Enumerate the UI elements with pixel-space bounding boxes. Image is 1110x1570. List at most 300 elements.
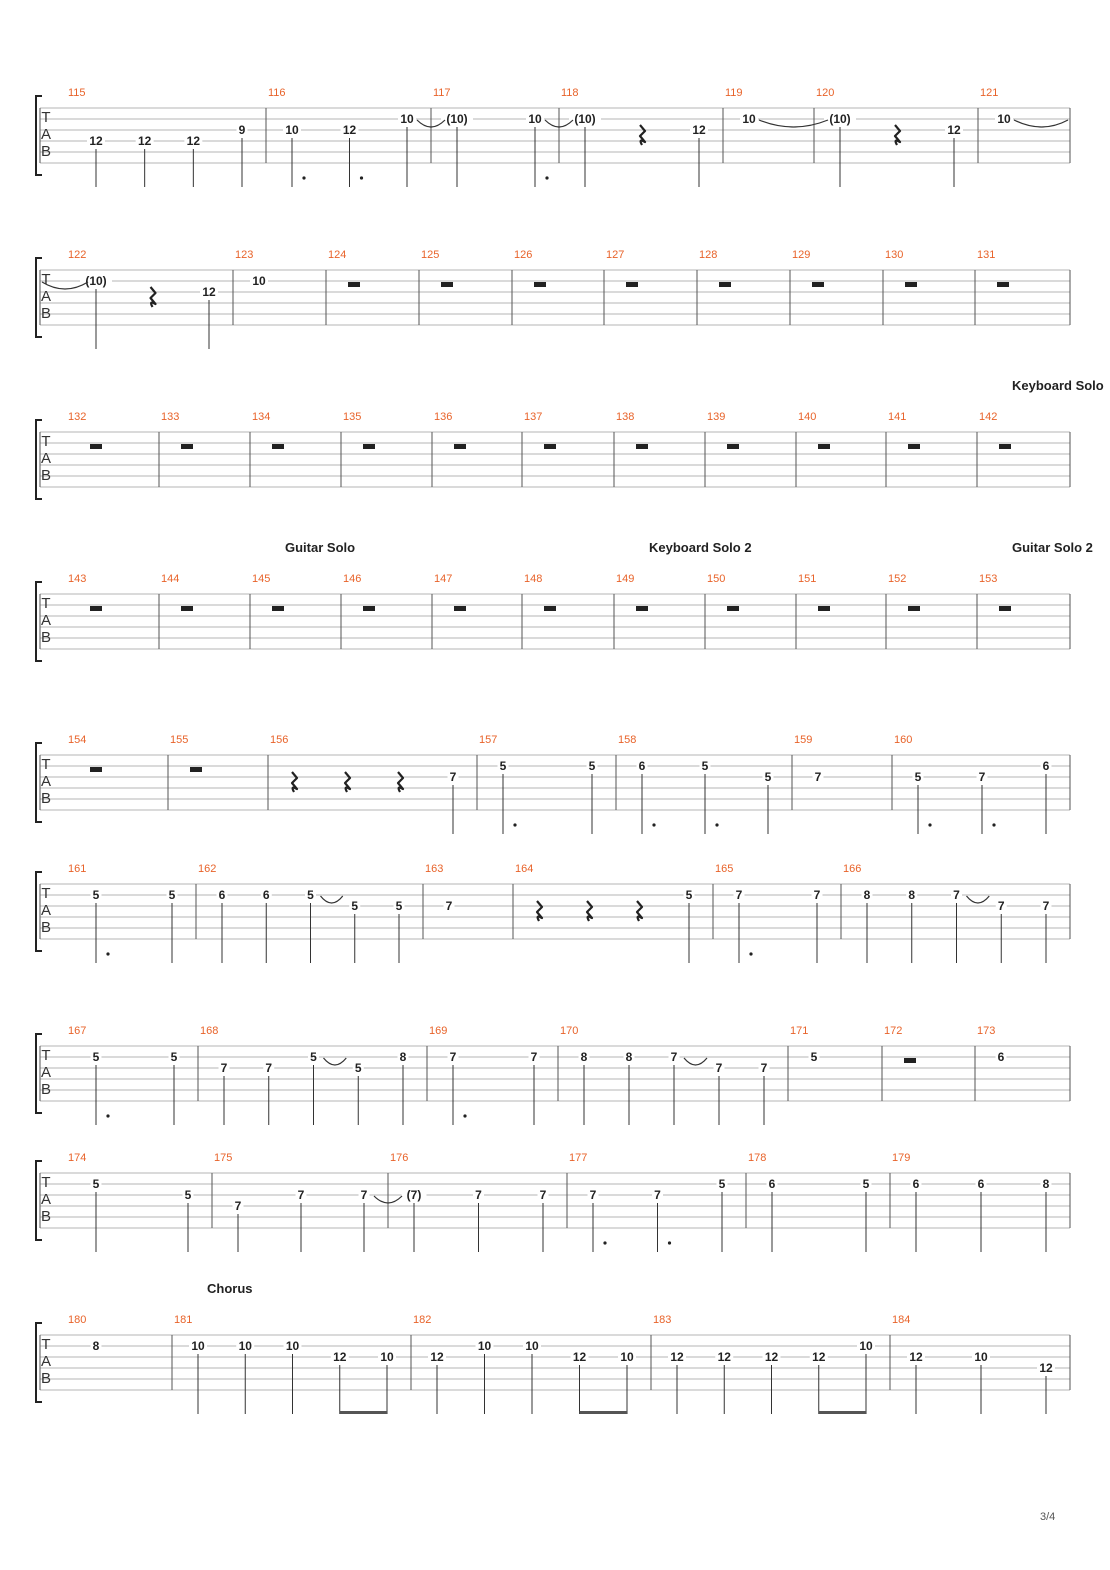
measure — [725, 87, 758, 126]
tab-clef-letter: B — [40, 1370, 52, 1387]
measure — [790, 1025, 820, 1064]
fret-number: 10 — [859, 1339, 873, 1353]
whole-rest — [812, 282, 824, 287]
measure-number: 125 — [421, 249, 440, 261]
duration-dot — [302, 176, 305, 179]
tab-clef-letter: A — [40, 612, 52, 629]
tab-clef-letter: B — [40, 305, 52, 322]
measure-number: 157 — [479, 734, 498, 746]
fret-number: 6 — [997, 1050, 1005, 1064]
fret-number: 8 — [908, 888, 916, 902]
fret-number: 7 — [449, 1050, 457, 1064]
duration-dot — [463, 1114, 466, 1117]
fret-number: 12 — [764, 1350, 779, 1364]
measure — [68, 249, 218, 349]
measure-number: 170 — [560, 1025, 579, 1037]
measure-number: 169 — [429, 1025, 448, 1037]
measure — [68, 1152, 194, 1252]
whole-rest — [719, 282, 731, 287]
fret-number: 10 — [528, 112, 542, 126]
whole-rest — [272, 606, 284, 611]
fret-number: 8 — [863, 888, 871, 902]
fret-number: 7 — [715, 1061, 723, 1075]
measure-number: 171 — [790, 1025, 809, 1037]
whole-rest — [636, 606, 648, 611]
tie-arc — [684, 1058, 707, 1065]
measure — [200, 1025, 409, 1125]
beam — [340, 1411, 387, 1414]
duration-dot — [749, 952, 752, 955]
measure-number: 184 — [892, 1314, 911, 1326]
whole-rest — [181, 444, 193, 449]
whole-rest — [272, 444, 284, 449]
fret-number: 8 — [625, 1050, 633, 1064]
fret-number: 5 — [92, 1177, 100, 1191]
tab-system — [36, 1025, 1070, 1125]
whole-rest — [999, 606, 1011, 611]
measure-number: 126 — [514, 249, 533, 261]
tab-clef-letter: A — [40, 126, 52, 143]
fret-number: 6 — [638, 759, 646, 773]
beam — [580, 1411, 628, 1414]
fret-number: 12 — [947, 123, 961, 137]
tab-clef-letter: B — [40, 1208, 52, 1225]
fret-number: 5 — [168, 888, 176, 902]
fret-number: 10 — [285, 1339, 300, 1353]
measure — [894, 734, 1052, 834]
duration-dot — [545, 176, 548, 179]
fret-number: 12 — [333, 1350, 347, 1364]
measure-number: 156 — [270, 734, 289, 746]
fret-number: 7 — [220, 1061, 228, 1075]
section-marker: Chorus — [207, 1281, 253, 1296]
measure — [748, 1152, 872, 1252]
whole-rest — [181, 606, 193, 611]
whole-rest — [454, 606, 466, 611]
measure-number: 182 — [413, 1314, 432, 1326]
tab-system — [36, 249, 1070, 349]
fret-number: 5 — [718, 1177, 726, 1191]
measure-number: 151 — [798, 573, 817, 585]
measure-number: 115 — [68, 87, 86, 99]
fret-number: 5 — [170, 1050, 178, 1064]
measure-number: 143 — [68, 573, 87, 585]
fret-number: 7 — [978, 770, 986, 784]
whole-rest — [534, 282, 546, 287]
fret-number: 7 — [997, 899, 1005, 913]
whole-rest — [90, 444, 102, 449]
measure — [715, 863, 823, 963]
whole-rest — [908, 606, 920, 611]
fret-number: 6 — [977, 1177, 985, 1191]
measure — [569, 1152, 728, 1252]
whole-rest — [727, 444, 739, 449]
beam — [819, 1411, 866, 1414]
measure-number: 179 — [892, 1152, 911, 1164]
measure-number: 180 — [68, 1314, 87, 1326]
fret-number: 9 — [238, 123, 246, 137]
fret-number: 7 — [445, 899, 453, 913]
quarter-rest — [895, 125, 900, 145]
measure-number: 132 — [68, 411, 87, 423]
measure-number: 131 — [977, 249, 996, 261]
tab-clef-letter: T — [41, 1047, 51, 1064]
fret-number: 12 — [1039, 1361, 1053, 1375]
tab-clef-letter: B — [40, 143, 52, 160]
fret-number: 10 — [252, 274, 266, 288]
fret-number: 5 — [499, 759, 507, 773]
measure-number: 120 — [816, 87, 835, 99]
measure-number: 135 — [343, 411, 362, 423]
measure-number: 141 — [888, 411, 907, 423]
measure — [515, 863, 695, 963]
fret-number: 6 — [262, 888, 270, 902]
duration-dot — [928, 823, 931, 826]
measure-number: 142 — [979, 411, 998, 423]
fret-number: 12 — [202, 285, 216, 299]
measure-number: 123 — [235, 249, 254, 261]
tie-arc — [321, 896, 343, 903]
measure-number: 150 — [707, 573, 726, 585]
fret-number: 5 — [395, 899, 403, 913]
tab-clef-letter: T — [41, 595, 51, 612]
fret-number: (10) — [574, 112, 596, 126]
tab-clef-letter: A — [40, 1191, 52, 1208]
tab-clef-letter: T — [41, 756, 51, 773]
measure-number: 149 — [616, 573, 635, 585]
tie-arc — [1014, 120, 1068, 127]
whole-rest — [908, 444, 920, 449]
measure-number: 118 — [561, 87, 579, 99]
whole-rest — [190, 767, 202, 772]
measure-number: 127 — [606, 249, 625, 261]
tab-clef-letter: B — [40, 919, 52, 936]
measure — [843, 863, 1052, 963]
tab-clef-letter: A — [40, 1353, 52, 1370]
measure — [235, 249, 268, 288]
fret-number: 7 — [530, 1050, 538, 1064]
tab-system — [36, 540, 1093, 661]
fret-number: 6 — [912, 1177, 920, 1191]
tab-system — [36, 1152, 1070, 1252]
tab-clef-letter: T — [41, 1174, 51, 1191]
tab-clef-letter: A — [40, 902, 52, 919]
measure-number: 136 — [434, 411, 453, 423]
measure-number: 167 — [68, 1025, 87, 1037]
measure-number: 158 — [618, 734, 637, 746]
fret-number: 10 — [525, 1339, 539, 1353]
duration-dot — [106, 1114, 109, 1117]
fret-number: 12 — [812, 1350, 826, 1364]
fret-number: 5 — [914, 770, 922, 784]
measure — [892, 1152, 1052, 1252]
measure-number: 153 — [979, 573, 998, 585]
measure — [977, 1025, 1007, 1064]
measure — [616, 540, 752, 611]
measure-number: 139 — [707, 411, 726, 423]
whole-rest — [727, 606, 739, 611]
measure-number: 172 — [884, 1025, 903, 1037]
measure — [759, 87, 963, 187]
measure — [198, 863, 405, 963]
whole-rest — [904, 1058, 916, 1063]
tab-clef-letter: A — [40, 1064, 52, 1081]
whole-rest — [818, 606, 830, 611]
measure — [374, 1152, 549, 1252]
whole-rest — [999, 444, 1011, 449]
whole-rest — [626, 282, 638, 287]
duration-dot — [668, 1241, 671, 1244]
quarter-rest — [398, 772, 403, 792]
measure-number: 154 — [68, 734, 87, 746]
page-number: 3/4 — [1040, 1511, 1056, 1523]
tab-clef-letter: A — [40, 288, 52, 305]
tab-clef-letter: B — [40, 629, 52, 646]
whole-rest — [818, 444, 830, 449]
duration-dot — [513, 823, 516, 826]
measure-number: 168 — [200, 1025, 219, 1037]
measure-number: 162 — [198, 863, 217, 875]
tab-system — [36, 734, 1070, 834]
tab-system — [36, 1281, 1070, 1414]
fret-number: 7 — [814, 770, 822, 784]
measure-number: 122 — [68, 249, 87, 261]
fret-number: 7 — [953, 888, 960, 902]
measure-number: 165 — [715, 863, 734, 875]
measure-number: 117 — [433, 87, 451, 99]
tab-system — [36, 378, 1104, 499]
measure — [270, 734, 459, 834]
measure — [979, 540, 1093, 611]
measure-number: 175 — [214, 1152, 233, 1164]
fret-number: 5 — [810, 1050, 818, 1064]
fret-number: 8 — [1042, 1177, 1050, 1191]
quarter-rest — [640, 125, 645, 145]
whole-rest — [997, 282, 1009, 287]
measure-number: 116 — [268, 87, 286, 99]
quarter-rest — [151, 287, 156, 307]
fret-number: 8 — [92, 1339, 100, 1353]
measure — [479, 734, 598, 834]
measure-number: 166 — [843, 863, 862, 875]
tab-clef-letter: T — [41, 433, 51, 450]
measure — [413, 1314, 636, 1414]
fret-number: 12 — [137, 134, 152, 148]
whole-rest — [441, 282, 453, 287]
whole-rest — [636, 444, 648, 449]
fret-number: 12 — [430, 1350, 444, 1364]
measure-number: 119 — [725, 87, 743, 99]
measure-number: 121 — [980, 87, 999, 99]
fret-number: 7 — [654, 1188, 661, 1202]
whole-rest — [454, 444, 466, 449]
whole-rest — [544, 444, 556, 449]
measure-number: 183 — [653, 1314, 672, 1326]
measure-number: 134 — [252, 411, 271, 423]
measure-number: 159 — [794, 734, 813, 746]
whole-rest — [90, 606, 102, 611]
fret-number: 7 — [449, 770, 457, 784]
fret-number: 12 — [342, 123, 357, 137]
duration-dot — [106, 952, 109, 955]
fret-number: 5 — [354, 1061, 362, 1075]
duration-dot — [992, 823, 995, 826]
fret-number: 5 — [588, 759, 596, 773]
measure-number: 138 — [616, 411, 635, 423]
measure-number: 137 — [524, 411, 543, 423]
fret-number: 5 — [351, 899, 359, 913]
fret-number: 10 — [400, 112, 414, 126]
duration-dot — [715, 823, 718, 826]
whole-rest — [905, 282, 917, 287]
section-marker: Keyboard Solo — [1012, 378, 1104, 393]
quarter-rest — [537, 901, 542, 921]
fret-number: 5 — [184, 1188, 192, 1202]
fret-number: 7 — [1042, 899, 1050, 913]
fret-number: (10) — [446, 112, 468, 126]
tab-clef-letter: A — [40, 773, 52, 790]
fret-number: 7 — [539, 1188, 547, 1202]
fret-number: 12 — [89, 134, 103, 148]
whole-rest — [363, 606, 375, 611]
tab-clef-letter: B — [40, 790, 52, 807]
measure-number: 129 — [792, 249, 811, 261]
fret-number: 7 — [813, 888, 821, 902]
fret-number: 5 — [701, 759, 709, 773]
measure — [252, 540, 355, 611]
fret-number: 12 — [692, 123, 706, 137]
fret-number: 5 — [307, 888, 314, 902]
duration-dot — [360, 176, 363, 179]
fret-number: 5 — [92, 1050, 100, 1064]
fret-number: (7) — [406, 1188, 422, 1202]
measure — [429, 1025, 540, 1125]
measure-number: 148 — [524, 573, 543, 585]
measure-number: 177 — [569, 1152, 588, 1164]
fret-number: 6 — [768, 1177, 776, 1191]
fret-number: 10 — [285, 123, 299, 137]
measure — [174, 1281, 396, 1414]
measure-number: 152 — [888, 573, 907, 585]
tab-system — [36, 863, 1070, 963]
duration-dot — [603, 1241, 606, 1244]
fret-number: 5 — [862, 1177, 870, 1191]
quarter-rest — [345, 772, 350, 792]
measure-number: 140 — [798, 411, 817, 423]
fret-number: 8 — [399, 1050, 407, 1064]
measure-number: 181 — [174, 1314, 193, 1326]
section-marker: Guitar Solo — [285, 540, 356, 555]
measure-number: 144 — [161, 573, 180, 585]
tab-clef-letter: T — [41, 109, 51, 126]
measure-number: 164 — [515, 863, 534, 875]
quarter-rest — [292, 772, 297, 792]
tie-arc — [324, 1058, 347, 1065]
measure — [214, 1152, 370, 1252]
fret-number: 10 — [742, 112, 756, 126]
section-marker: Keyboard Solo 2 — [649, 540, 752, 555]
tie-arc — [967, 896, 990, 903]
fret-number: 7 — [297, 1188, 305, 1202]
tie-arc — [759, 120, 828, 127]
tab-clef-letter: B — [40, 1081, 52, 1098]
measure-number: 178 — [748, 1152, 767, 1164]
quarter-rest — [587, 901, 592, 921]
whole-rest — [363, 444, 375, 449]
measure-number: 174 — [68, 1152, 87, 1164]
measure-number: 124 — [328, 249, 347, 261]
measure — [68, 87, 248, 187]
measure — [892, 1314, 1055, 1414]
measure-number: 173 — [977, 1025, 996, 1037]
tab-clef-letter: A — [40, 450, 52, 467]
measure-number: 145 — [252, 573, 271, 585]
fret-number: 6 — [1042, 759, 1050, 773]
measure-number: 133 — [161, 411, 180, 423]
measure — [618, 734, 774, 834]
fret-number: 6 — [218, 888, 226, 902]
measure — [653, 1314, 875, 1414]
measure-number: 155 — [170, 734, 189, 746]
fret-number: 10 — [997, 112, 1011, 126]
duration-dot — [652, 823, 655, 826]
fret-number: 7 — [265, 1061, 273, 1075]
measure — [268, 87, 416, 187]
fret-number: 7 — [234, 1199, 242, 1213]
measure — [980, 87, 1013, 126]
measure-number: 161 — [68, 863, 87, 875]
fret-number: 10 — [238, 1339, 252, 1353]
fret-number: 5 — [92, 888, 100, 902]
measure — [68, 1025, 180, 1125]
fret-number: 12 — [572, 1350, 587, 1364]
measure-number: 128 — [699, 249, 718, 261]
measure-number: 160 — [894, 734, 913, 746]
fret-number: 7 — [589, 1188, 597, 1202]
fret-number: 5 — [310, 1050, 317, 1064]
fret-number: 12 — [670, 1350, 684, 1364]
measure — [979, 378, 1104, 449]
fret-number: 5 — [685, 888, 693, 902]
tab-clef-letter: T — [41, 1336, 51, 1353]
fret-number: 10 — [620, 1350, 634, 1364]
fret-number: 10 — [380, 1350, 394, 1364]
fret-number: 10 — [191, 1339, 205, 1353]
section-marker: Guitar Solo 2 — [1012, 540, 1093, 555]
measure-number: 130 — [885, 249, 904, 261]
measure-number: 176 — [390, 1152, 409, 1164]
measure — [417, 87, 549, 187]
fret-number: 7 — [475, 1188, 482, 1202]
fret-number: 10 — [974, 1350, 988, 1364]
measure-number: 147 — [434, 573, 453, 585]
measure — [68, 1314, 102, 1353]
fret-number: 7 — [760, 1061, 768, 1075]
measure — [560, 1025, 770, 1125]
fret-number: 12 — [186, 134, 201, 148]
tab-clef-letter: B — [40, 467, 52, 484]
fret-number: 8 — [580, 1050, 588, 1064]
fret-number: (10) — [85, 274, 107, 288]
whole-rest — [544, 606, 556, 611]
fret-number: 7 — [360, 1188, 368, 1202]
whole-rest — [348, 282, 360, 287]
tab-system — [36, 87, 1070, 187]
measure — [68, 863, 178, 963]
fret-number: 12 — [909, 1350, 923, 1364]
fret-number: (10) — [829, 112, 851, 126]
quarter-rest — [637, 901, 642, 921]
